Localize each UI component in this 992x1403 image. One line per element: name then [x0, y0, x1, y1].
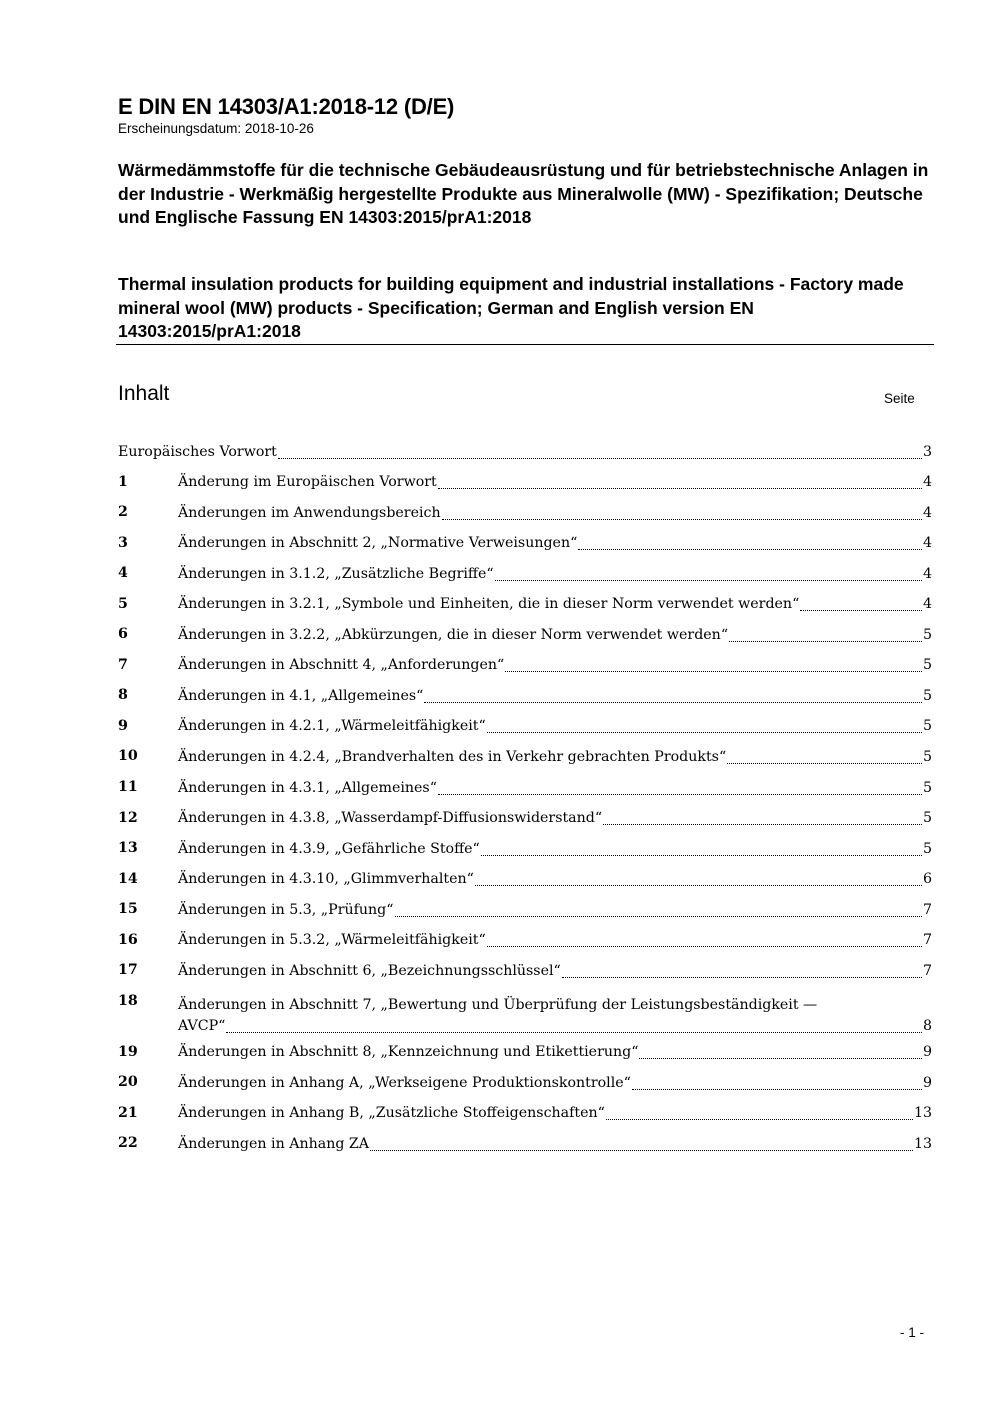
- toc-entry-page: 6: [922, 871, 932, 888]
- toc-entry[interactable]: [118, 589, 932, 620]
- toc-entry-title: Änderungen in Anhang A, „Werkseigene Produktionskontrolle“: [178, 1074, 631, 1091]
- toc-entry-number: 22: [118, 1135, 138, 1152]
- toc-entry[interactable]: [118, 497, 932, 528]
- toc-entry-number: 10: [118, 748, 138, 765]
- toc-entry-page: 4: [922, 504, 932, 521]
- toc-leader: [495, 580, 922, 581]
- toc-entry-number: 4: [118, 565, 128, 582]
- english-title: Thermal insulation products for building equipment and industrial installations - Factory made mineral wool (MW) products - Specification; German and English version EN 14303:2015/prA1:2018: [118, 274, 904, 341]
- toc-leader: [505, 671, 922, 672]
- toc-entry-page: 4: [922, 535, 932, 552]
- toc-entry-number: 2: [118, 504, 128, 521]
- toc-entry-number: 20: [118, 1074, 138, 1091]
- toc-entry[interactable]: [118, 528, 932, 559]
- toc-entry-number: 15: [118, 901, 138, 918]
- toc-entry-title: Änderungen in 4.3.9, „Gefährliche Stoffe“: [178, 840, 480, 857]
- title-divider: [116, 344, 934, 345]
- toc-leader: [442, 519, 922, 520]
- toc-entry-page: 3: [922, 443, 932, 460]
- toc-entry-number: 19: [118, 1043, 138, 1060]
- toc-entry[interactable]: [118, 955, 932, 986]
- toc-leader: [603, 824, 922, 825]
- toc-leader: [562, 977, 922, 978]
- toc-entry-number: 3: [118, 534, 128, 551]
- toc-entry-page: 13: [913, 1105, 932, 1122]
- toc-entry-number: 13: [118, 840, 138, 857]
- toc-entry-page: 5: [922, 810, 932, 827]
- toc-entry-title-continued: AVCP“: [178, 1017, 226, 1034]
- toc-entry-page: 5: [922, 718, 932, 735]
- toc-entry-page: 5: [922, 749, 932, 766]
- document-id: E DIN EN 14303/A1:2018-12 (D/E): [118, 94, 455, 119]
- toc-entry-number: 7: [118, 656, 128, 673]
- toc-entry-page: 4: [922, 565, 932, 582]
- toc-leader: [424, 702, 922, 703]
- toc-heading: Inhalt: [118, 382, 170, 405]
- toc-entry-title: Änderungen in 5.3.2, „Wärmeleitfähigkeit“: [178, 932, 486, 949]
- toc-entry[interactable]: [118, 741, 932, 772]
- toc-entry-page: 5: [922, 626, 932, 643]
- toc-entry-title: Änderungen in Abschnitt 6, „Bezeichnungsschlüssel“: [178, 962, 561, 979]
- toc-leader: [438, 488, 922, 489]
- toc-entry[interactable]: [118, 925, 932, 956]
- toc-entry-number: 1: [118, 473, 128, 490]
- toc-entry-number: 17: [118, 962, 138, 979]
- toc-entry-title: Änderungen in 4.1, „Allgemeines“: [178, 687, 424, 704]
- toc-entry[interactable]: [118, 1067, 932, 1098]
- toc-entry-title: Änderungen in Abschnitt 4, „Anforderungen“: [178, 657, 505, 674]
- toc-page-column-label: Seite: [884, 391, 915, 406]
- toc-entry-page: 5: [922, 687, 932, 704]
- toc-leader: [632, 1089, 922, 1090]
- toc-entry-page: 7: [922, 962, 932, 979]
- toc-entry[interactable]: [118, 1128, 932, 1159]
- toc-entry[interactable]: [118, 650, 932, 681]
- toc-leader: [800, 610, 922, 611]
- toc-entry-title: Änderung im Europäischen Vorwort: [178, 474, 437, 491]
- toc-entry-number: 12: [118, 809, 138, 826]
- toc-entry-title: Änderungen in 4.3.1, „Allgemeines“: [178, 779, 437, 796]
- toc-entry-number: 9: [118, 717, 128, 734]
- toc-entry[interactable]: [118, 1098, 932, 1129]
- table-of-contents: [118, 436, 932, 1159]
- toc-leader: [487, 946, 922, 947]
- toc-entry-title: Änderungen in Abschnitt 8, „Kennzeichnung und Etikettierung“: [178, 1044, 639, 1061]
- toc-entry-title: Änderungen in 3.2.1, „Symbole und Einheiten, die in dieser Norm verwendet werden“: [178, 596, 800, 613]
- toc-entry[interactable]: [118, 711, 932, 742]
- toc-entry-title: Änderungen in 3.1.2, „Zusätzliche Begriffe“: [178, 565, 494, 582]
- toc-entry[interactable]: [118, 467, 932, 498]
- toc-leader: [639, 1058, 921, 1059]
- toc-entry-title: Änderungen in 4.2.1, „Wärmeleitfähigkeit“: [178, 718, 486, 735]
- toc-entry-number: 5: [118, 595, 128, 612]
- toc-entry-page: 4: [922, 596, 932, 613]
- toc-entry-title: Änderungen in 4.3.8, „Wasserdampf-Diffusionswiderstand“: [178, 810, 603, 827]
- toc-leader: [729, 641, 922, 642]
- page-number: - 1 -: [900, 1325, 925, 1340]
- toc-entry-title: Änderungen in 4.3.10, „Glimmverhalten“: [178, 871, 474, 888]
- toc-entry[interactable]: [118, 894, 932, 925]
- toc-entry-number: 6: [118, 626, 128, 643]
- toc-entry-title: Änderungen in Anhang B, „Zusätzliche Stoffeigenschaften“: [178, 1105, 605, 1122]
- toc-entry-number: 16: [118, 931, 138, 948]
- toc-entry-number: 14: [118, 870, 138, 887]
- toc-entry[interactable]: [118, 772, 932, 803]
- german-title: Wärmedämmstoffe für die technische Gebäudeausrüstung und für betriebstechnische Anlagen in der Industrie - Werkmäßig hergestellte Produkte aus Mineralwolle (MW) - Spezifikation; Deutsche und Englische Fassung EN 14303:2015/prA1:2018: [118, 160, 929, 227]
- toc-entry-page: 9: [922, 1044, 932, 1061]
- toc-entry-page: 5: [922, 657, 932, 674]
- toc-leader: [606, 1119, 913, 1120]
- toc-entry-title: Europäisches Vorwort: [118, 443, 277, 460]
- toc-entry-title: Änderungen in 3.2.2, „Abkürzungen, die in dieser Norm verwendet werden“: [178, 626, 729, 643]
- toc-entry-page: 7: [922, 901, 932, 918]
- toc-entry-title: Änderungen in Abschnitt 7, „Bewertung und Überprüfung der Leistungsbeständigkeit —: [178, 996, 818, 1013]
- toc-entry-title: Änderungen in 5.3, „Prüfung“: [178, 901, 394, 918]
- toc-entry-number: 11: [118, 779, 138, 796]
- toc-leader: [475, 885, 922, 886]
- toc-entry-title: Änderungen in Abschnitt 2, „Normative Verweisungen“: [178, 535, 578, 552]
- toc-entry-number: 18: [118, 992, 138, 1009]
- toc-entry-title: Änderungen in Anhang ZA: [178, 1136, 370, 1153]
- toc-leader: [395, 916, 922, 917]
- toc-entry-page: 8: [922, 1017, 932, 1034]
- toc-leader: [370, 1150, 913, 1151]
- toc-entry-number: 21: [118, 1104, 138, 1121]
- toc-entry[interactable]: [118, 864, 932, 895]
- toc-leader: [481, 855, 922, 856]
- toc-entry-page: 13: [913, 1136, 932, 1153]
- toc-entry-number: 8: [118, 687, 128, 704]
- toc-entry-page: 9: [922, 1074, 932, 1091]
- toc-entry-page: 5: [922, 840, 932, 857]
- toc-entry[interactable]: [118, 1037, 932, 1068]
- toc-entry[interactable]: [118, 436, 932, 467]
- toc-entry[interactable]: [118, 619, 932, 650]
- toc-entry[interactable]: [118, 558, 932, 589]
- toc-leader: [438, 794, 922, 795]
- toc-entry[interactable]: [118, 833, 932, 864]
- toc-entry[interactable]: [118, 803, 932, 834]
- release-date: Erscheinungsdatum: 2018-10-26: [118, 121, 314, 136]
- toc-entry-page: 7: [922, 932, 932, 949]
- toc-leader: [578, 549, 922, 550]
- toc-entry-page: 5: [922, 779, 932, 796]
- toc-entry[interactable]: [118, 986, 932, 1037]
- toc-leader: [487, 732, 922, 733]
- toc-entry-title: Änderungen in 4.2.4, „Brandverhalten des in Verkehr gebrachten Produkts“: [178, 749, 727, 766]
- toc-leader: [278, 458, 922, 459]
- toc-entry[interactable]: [118, 680, 932, 711]
- toc-leader: [727, 763, 922, 764]
- toc-leader: [226, 1032, 922, 1033]
- toc-entry-title: Änderungen im Anwendungsbereich: [178, 504, 441, 521]
- toc-entry-page: 4: [922, 474, 932, 491]
